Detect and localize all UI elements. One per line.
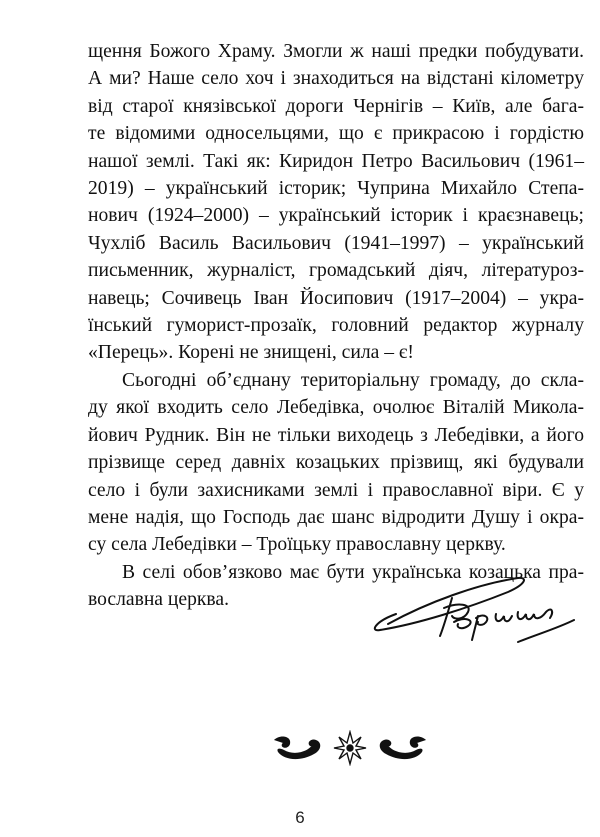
signature-icon bbox=[368, 572, 600, 652]
text-line: су села Лебедівки – Троїцьку православну церкву. bbox=[88, 534, 506, 556]
text-line: ду якої входить село Лебедівка, очолює Віталій Микола- bbox=[88, 397, 584, 419]
text-line: йович Рудник. Він не тільки виходець з Лебедівки, а його bbox=[88, 424, 584, 446]
text-line: письменник, журналіст, громадський діяч, літературоз- bbox=[88, 260, 584, 282]
text-line: село і були захисниками землі і православної віри. Є у bbox=[88, 479, 584, 501]
page-number: 6 bbox=[295, 808, 305, 827]
text-line: 2019) – український історик; Чуприна Михайло Степа- bbox=[88, 178, 584, 200]
text-line: В селі обов’язково має бути українська козацька пра- bbox=[122, 561, 584, 583]
text-line: те відомими односельцями, що є прикрасою і гордістю bbox=[88, 123, 584, 145]
text-line: прізвище серед давніх козацьких прізвищ, які будували bbox=[88, 452, 584, 474]
paragraph-1 bbox=[88, 38, 584, 367]
text-line: А ми? Наше село хоч і знаходиться на відстані кілометру bbox=[88, 68, 584, 90]
text-line: їнський гуморист-прозаїк, головний редактор журналу bbox=[88, 315, 584, 337]
text-line: «Перець». Корені не знищені, сила – є! bbox=[88, 342, 414, 364]
text-line: нович (1924–2000) – український історик і краєзнавець; bbox=[88, 205, 584, 227]
text-line: вославна церква. bbox=[88, 589, 229, 611]
body-text bbox=[88, 38, 584, 614]
text-line: мене надія, що Господь дає шанс відродити Душу і окра- bbox=[88, 506, 584, 528]
text-line: Чухліб Василь Васильович (1941–1997) – український bbox=[88, 232, 584, 254]
text-line: щення Божого Храму. Змогли ж наші предки побудувати. bbox=[88, 41, 584, 62]
text-line: навець; Сочивець Іван Йосипович (1917–2004) – укра- bbox=[88, 287, 584, 309]
text-line: Сьогодні об’єднану територіальну громаду, до скла- bbox=[122, 369, 584, 391]
paragraph-2 bbox=[88, 367, 584, 559]
floral-ornament-icon bbox=[270, 730, 430, 766]
text-line: від старої князівської дороги Чернігів – Київ, але бага- bbox=[88, 95, 584, 117]
text-line: нашої землі. Такі як: Киридон Петро Васильович (1961– bbox=[88, 150, 584, 172]
